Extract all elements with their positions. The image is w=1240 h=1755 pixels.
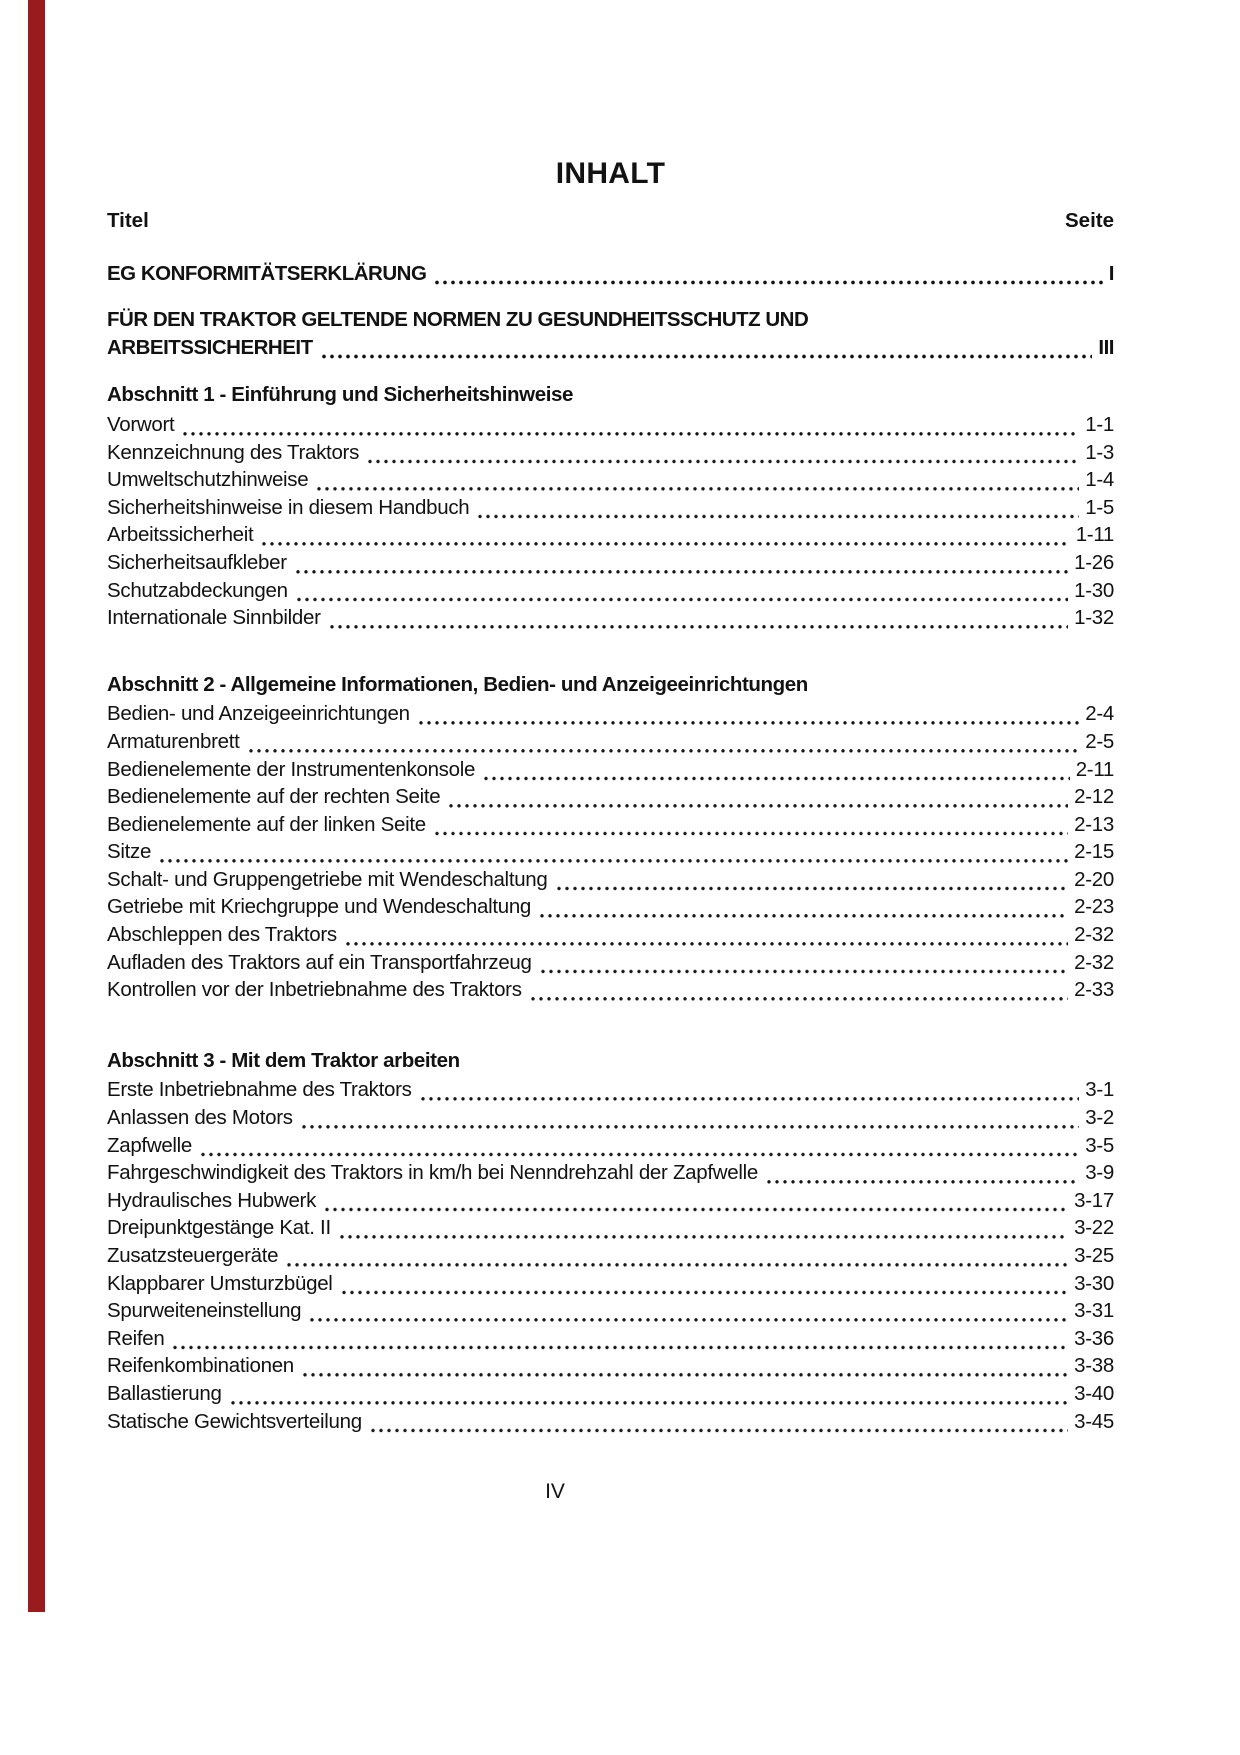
footer-page-number: IV xyxy=(545,1480,565,1503)
toc-entry xyxy=(107,728,1114,756)
toc-content xyxy=(107,159,1114,1435)
toc-section xyxy=(107,1047,1114,1435)
dot-leader xyxy=(329,604,1069,632)
dot-leader xyxy=(172,1325,1068,1353)
toc-entry-page: 2-13 xyxy=(1074,812,1114,836)
toc-section xyxy=(107,671,1114,1004)
toc-entry-label: Abschleppen des Traktors xyxy=(107,923,337,947)
toc-entry xyxy=(107,1408,1114,1436)
dot-leader xyxy=(420,1076,1080,1104)
dot-leader xyxy=(339,1214,1068,1242)
dot-leader xyxy=(296,577,1068,605)
toc-entry xyxy=(107,976,1114,1004)
toc-entry-page: 3-36 xyxy=(1074,1326,1114,1350)
toc-entry-label: Zusatzsteuergeräte xyxy=(107,1244,279,1267)
toc-section xyxy=(107,381,1114,631)
toc-entry xyxy=(107,756,1114,784)
section-heading: Abschnitt 1 - Einführung und Sicherheitshinweise xyxy=(107,383,574,407)
front-matter-entry xyxy=(107,260,1114,288)
dot-leader xyxy=(230,1380,1069,1408)
toc-entry xyxy=(107,494,1114,522)
toc-entry-page: 1-32 xyxy=(1074,606,1114,630)
toc-entry xyxy=(107,521,1114,549)
toc-entry xyxy=(107,1325,1114,1353)
toc-entry-label: Internationale Sinnbilder xyxy=(107,606,321,630)
toc-entry-page: 1-11 xyxy=(1075,523,1114,547)
toc-entry-label: Umweltschutzhinweise xyxy=(107,468,309,492)
toc-entry-label: Bedienelemente auf der rechten Seite xyxy=(107,785,441,809)
toc-entry xyxy=(107,1380,1114,1408)
toc-entry-label: Arbeitssicherheit xyxy=(107,523,254,547)
dot-leader xyxy=(540,949,1069,977)
dot-leader xyxy=(367,439,1079,467)
toc-entry-page: 2-11 xyxy=(1075,757,1114,781)
dot-leader xyxy=(295,549,1068,577)
toc-entry-label: Sicherheitsaufkleber xyxy=(107,550,287,574)
toc-entry-label: EG KONFORMITÄTSERKLÄRUNG xyxy=(107,261,427,285)
dot-leader xyxy=(301,1104,1080,1132)
toc-entry xyxy=(107,838,1114,866)
toc-entry-page: 2-32 xyxy=(1074,923,1114,947)
toc-entry-page: 3-45 xyxy=(1074,1409,1114,1433)
toc-entry-page: 1-5 xyxy=(1085,495,1114,519)
dot-leader xyxy=(286,1242,1068,1270)
dot-leader xyxy=(434,260,1102,288)
toc-entry-label: Ballastierung xyxy=(107,1381,222,1405)
red-edge-stripe xyxy=(28,0,45,1612)
toc-entry xyxy=(107,811,1114,839)
toc-entry-label: Dreipunktgestänge Kat. II xyxy=(107,1216,331,1240)
dot-leader xyxy=(530,976,1069,1004)
section-entries xyxy=(107,700,1114,1004)
toc-entry xyxy=(107,577,1114,605)
dot-leader xyxy=(345,921,1068,949)
toc-entry-label: Reifenkombinationen xyxy=(107,1354,294,1378)
toc-entry xyxy=(107,783,1114,811)
toc-entry-page: 3-9 xyxy=(1085,1161,1114,1185)
dot-leader xyxy=(448,783,1068,811)
toc-entry-page: 1-30 xyxy=(1074,578,1114,602)
dot-leader xyxy=(539,893,1068,921)
toc-entry xyxy=(107,1270,1114,1298)
front-matter-entry xyxy=(107,306,1114,361)
dot-leader xyxy=(370,1408,1068,1436)
toc-entry-label: Kontrollen vor der Inbetriebnahme des Traktors xyxy=(107,978,522,1002)
toc-entry-page: III xyxy=(1098,335,1114,359)
toc-entry-page: 3-30 xyxy=(1074,1271,1114,1295)
toc-entry xyxy=(107,1214,1114,1242)
dot-leader xyxy=(302,1352,1068,1380)
toc-entry xyxy=(107,1242,1114,1270)
toc-entry xyxy=(107,604,1114,632)
toc-entry-page: 3-17 xyxy=(1074,1188,1114,1212)
column-header-page: Seite xyxy=(1065,209,1114,232)
column-header-title: Titel xyxy=(107,209,149,232)
toc-entry-label: Getriebe mit Kriechgruppe und Wendeschaltung xyxy=(107,895,532,919)
dot-leader xyxy=(483,756,1070,784)
toc-entry-page: 1-1 xyxy=(1085,412,1114,436)
toc-entry-page: 3-38 xyxy=(1074,1354,1114,1378)
toc-entry xyxy=(107,700,1114,728)
toc-entry xyxy=(107,411,1114,439)
toc-entry-label: Fahrgeschwindigkeit des Traktors in km/h bei Nenndrehzahl der Zapfwelle xyxy=(107,1161,758,1185)
toc-entry xyxy=(107,439,1114,467)
toc-entry-page: 1-4 xyxy=(1085,468,1114,492)
dot-leader xyxy=(200,1132,1079,1160)
toc-entry-page: 1-26 xyxy=(1074,550,1114,574)
dot-leader xyxy=(159,838,1068,866)
toc-entry xyxy=(107,1076,1114,1104)
toc-entry xyxy=(107,466,1114,494)
toc-entry-label: Bedien- und Anzeigeeinrichtungen xyxy=(107,702,410,726)
toc-entry xyxy=(107,1132,1114,1160)
toc-entry-continuation xyxy=(107,306,1114,334)
dot-leader xyxy=(321,334,1093,362)
toc-entry-page: 2-33 xyxy=(1074,978,1114,1002)
toc-entry-page: 2-4 xyxy=(1085,702,1114,726)
toc-entry-label: Spurweiteneinstellung xyxy=(107,1299,302,1323)
dot-leader xyxy=(418,700,1080,728)
toc-entry xyxy=(107,1297,1114,1325)
toc-entry-page: 2-20 xyxy=(1074,867,1114,891)
toc-entry xyxy=(107,893,1114,921)
dot-leader xyxy=(316,466,1079,494)
section-heading: Abschnitt 3 - Mit dem Traktor arbeiten xyxy=(107,1048,460,1072)
toc-entry-page: 2-15 xyxy=(1074,840,1114,864)
toc-entry-page: 3-22 xyxy=(1074,1216,1114,1240)
toc-entry-label: Bedienelemente der Instrumentenkonsole xyxy=(107,757,476,781)
section-entries xyxy=(107,1076,1114,1435)
section-heading: Abschnitt 2 - Allgemeine Informationen, Bedien- und Anzeigeeinrichtungen xyxy=(107,672,808,696)
toc-entry xyxy=(107,549,1114,577)
toc-entry-label: ARBEITSSICHERHEIT xyxy=(107,335,313,359)
toc-entry xyxy=(107,334,1114,362)
toc-entry-page: 3-31 xyxy=(1074,1299,1114,1323)
toc-entry xyxy=(107,866,1114,894)
page-title: INHALT xyxy=(555,157,666,190)
toc-entry-label: Aufladen des Traktors auf ein Transportfahrzeug xyxy=(107,950,532,974)
toc-entry-label: Erste Inbetriebnahme des Traktors xyxy=(107,1078,412,1102)
dot-leader xyxy=(182,411,1079,439)
dot-leader xyxy=(248,728,1080,756)
dot-leader xyxy=(766,1159,1079,1187)
dot-leader xyxy=(261,521,1069,549)
toc-entry-page: 2-23 xyxy=(1074,895,1114,919)
toc-entry-label: Hydraulisches Hubwerk xyxy=(107,1188,317,1212)
toc-entry xyxy=(107,1187,1114,1215)
column-header-row xyxy=(107,207,1114,235)
toc-entry-label: Statische Gewichtsverteilung xyxy=(107,1409,362,1433)
toc-entry-page: 3-2 xyxy=(1085,1106,1114,1130)
toc-entry xyxy=(107,1159,1114,1187)
dot-leader xyxy=(477,494,1079,522)
toc-entry-page: 3-25 xyxy=(1074,1244,1114,1267)
toc-entry-page: 3-1 xyxy=(1085,1078,1114,1102)
toc-entry-label: Vorwort xyxy=(107,412,175,436)
toc-entry-label: Klappbarer Umsturzbügel xyxy=(107,1271,333,1295)
dot-leader xyxy=(434,811,1068,839)
toc-entry xyxy=(107,921,1114,949)
toc-sections xyxy=(107,381,1114,1435)
toc-entry-label: Schutzabdeckungen xyxy=(107,578,288,602)
dot-leader xyxy=(309,1297,1068,1325)
toc-entry xyxy=(107,1104,1114,1132)
dot-leader xyxy=(341,1270,1069,1298)
dot-leader xyxy=(324,1187,1068,1215)
toc-entry xyxy=(107,949,1114,977)
toc-entry-page: 2-12 xyxy=(1074,785,1114,809)
toc-entry-label: Zapfwelle xyxy=(107,1133,193,1157)
toc-entry-page: 2-5 xyxy=(1085,729,1114,753)
section-entries xyxy=(107,411,1114,632)
toc-entry-page: I xyxy=(1108,261,1114,285)
toc-entry-page: 3-40 xyxy=(1074,1381,1114,1405)
front-matter xyxy=(107,260,1114,362)
toc-entry-label: Anlassen des Motors xyxy=(107,1106,293,1130)
toc-entry-label: Sicherheitshinweise in diesem Handbuch xyxy=(107,495,470,519)
toc-entry-label: Sitze xyxy=(107,840,152,864)
toc-entry-label: FÜR DEN TRAKTOR GELTENDE NORMEN ZU GESUNDHEITSSCHUTZ UND xyxy=(107,308,809,332)
toc-entry-page: 1-3 xyxy=(1085,440,1114,464)
toc-entry-label: Kennzeichnung des Traktors xyxy=(107,440,360,464)
toc-entry-page: 3-5 xyxy=(1085,1133,1114,1157)
toc-entry xyxy=(107,260,1114,288)
toc-entry-label: Schalt- und Gruppengetriebe mit Wendeschaltung xyxy=(107,867,548,891)
dot-leader xyxy=(556,866,1069,894)
toc-entry-label: Bedienelemente auf der linken Seite xyxy=(107,812,426,836)
toc-entry xyxy=(107,1352,1114,1380)
toc-entry-label: Armaturenbrett xyxy=(107,729,240,753)
toc-entry-page: 2-32 xyxy=(1074,950,1114,974)
toc-entry-label: Reifen xyxy=(107,1326,165,1350)
